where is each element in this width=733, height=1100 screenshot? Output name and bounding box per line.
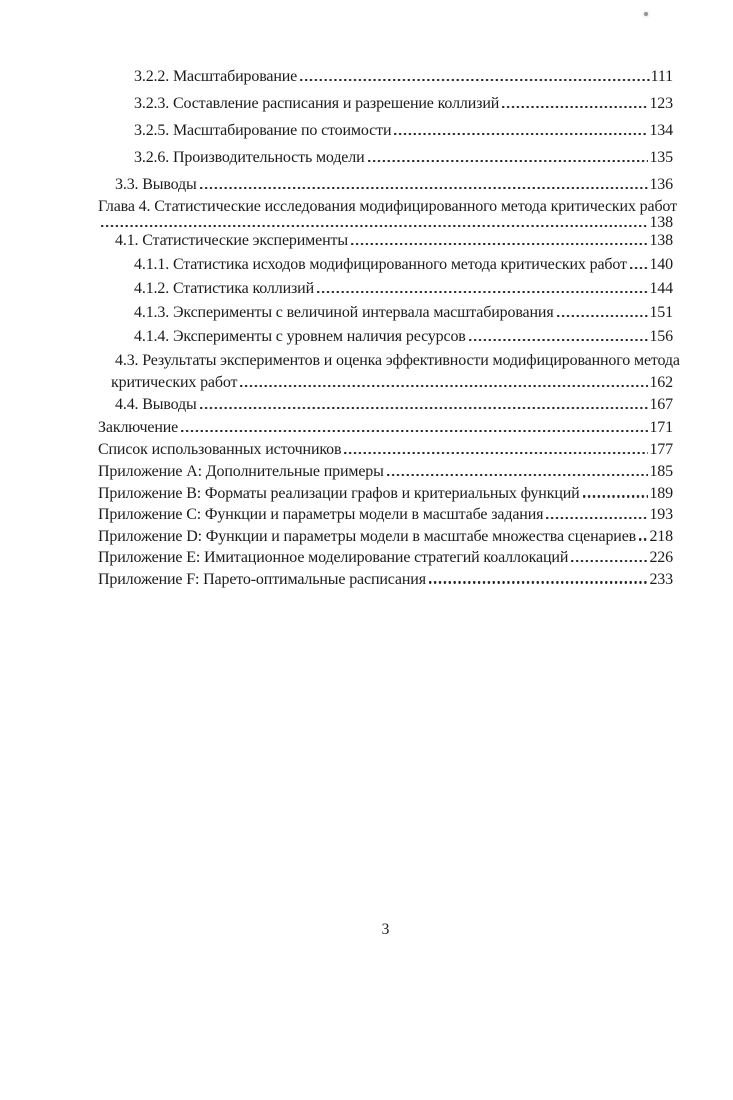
toc-entry-text: Приложение D: Функции и параметры модели в масштабе множества сценариев: [98, 527, 637, 545]
dot-leader: [394, 133, 648, 135]
dot-leader: [344, 452, 648, 454]
toc-line: [98, 117, 673, 144]
toc-line: [98, 547, 673, 569]
toc-entry-text: 3.2.6. Производительность модели: [134, 149, 365, 166]
toc-page-number: 136: [649, 176, 673, 193]
toc-entry-text: Глава 4. Статистические исследования модифицированного метода критических работ: [98, 198, 677, 215]
dot-leader: [546, 517, 648, 519]
dot-leader: [368, 160, 649, 162]
toc-page-number: 162: [649, 374, 673, 391]
toc-entry-text: 3.3. Выводы: [115, 176, 197, 193]
toc-line: [98, 483, 673, 505]
toc-line: [98, 171, 673, 198]
toc-line: [98, 301, 673, 325]
toc-page-number: 177: [649, 441, 673, 458]
toc-entry-text: Список использованных источников: [98, 441, 342, 458]
dot-leader: [181, 430, 648, 432]
toc-entry-text: Приложение A: Дополнительные примеры: [98, 463, 384, 480]
toc-page-number: 193: [649, 506, 673, 523]
toc-line: [98, 526, 673, 548]
dot-leader: [639, 538, 648, 540]
dot-leader: [429, 581, 649, 583]
dot-leader: [583, 495, 649, 497]
toc-line: [98, 144, 673, 171]
toc-line: [98, 349, 680, 373]
toc-entry-text: 4.1.1. Статистика исходов модифицированного метода критических работ: [134, 256, 627, 273]
table-of-contents: [98, 63, 680, 590]
toc-page-number: 134: [649, 122, 673, 139]
toc-page-number: 111: [650, 68, 673, 85]
scan-artifact-dot: [644, 12, 648, 16]
dot-leader: [101, 225, 648, 227]
toc-entry-text: Приложение B: Форматы реализации графов и критериальных функций: [98, 484, 580, 502]
dot-leader: [317, 291, 648, 293]
toc-line: [98, 63, 673, 90]
toc-page-number: 189: [649, 484, 673, 502]
dot-leader: [571, 560, 648, 562]
toc-page-number: 123: [649, 95, 673, 112]
toc-page-number: 144: [649, 280, 673, 297]
toc-page-number: 140: [649, 256, 673, 273]
dot-leader: [387, 474, 649, 476]
toc-page-number: 226: [649, 549, 673, 566]
toc-line: [98, 439, 673, 461]
toc-line: [98, 90, 673, 117]
toc-page-number: 138: [649, 214, 673, 231]
toc-entry-text: критических работ: [111, 374, 238, 391]
toc-line: [98, 325, 673, 349]
toc-line: [98, 277, 673, 301]
toc-entry-text: 4.1.3. Эксперименты с величиной интервала масштабирования: [134, 304, 554, 321]
dot-leader: [469, 339, 649, 341]
dot-leader: [502, 106, 648, 108]
toc-entry-text: 3.2.5. Масштабирование по стоимости: [134, 122, 392, 139]
toc-page-number: 156: [649, 328, 673, 345]
toc-line: [98, 393, 673, 416]
dot-leader: [200, 187, 649, 189]
toc-line: [98, 229, 673, 253]
toc-line: [98, 373, 673, 393]
toc-page-number: 218: [649, 527, 673, 545]
toc-line: [98, 504, 673, 526]
page-number: 3: [381, 921, 390, 938]
toc-entry-text: 4.1.2. Статистика коллизий: [134, 280, 315, 297]
toc-entry-text: Приложение C: Функции и параметры модели в масштабе задания: [98, 506, 544, 523]
toc-entry-text: Приложение E: Имитационное моделирование стратегий коаллокаций: [98, 549, 569, 566]
dot-leader: [240, 385, 648, 387]
toc-line: [98, 253, 673, 277]
dot-leader: [557, 315, 649, 317]
toc-line: [98, 461, 673, 483]
toc-line: [98, 198, 677, 216]
dot-leader: [630, 267, 649, 269]
toc-line: [98, 216, 673, 229]
toc-entry-text: 4.4. Выводы: [115, 396, 197, 413]
toc-entry-text: Заключение: [98, 419, 179, 436]
toc-page-number: 167: [649, 396, 673, 413]
toc-entry-text: 3.2.2. Масштабирование: [134, 68, 298, 85]
toc-entry-text: Приложение F: Парето-оптимальные расписания: [98, 570, 426, 588]
toc-entry-text: 3.2.3. Составление расписания и разрешение коллизий: [134, 95, 500, 112]
dot-leader: [351, 243, 649, 245]
toc-line: [98, 569, 673, 591]
toc-page-number: 171: [649, 419, 673, 436]
toc-page-number: 151: [649, 304, 673, 321]
toc-entry-text: 4.3. Результаты экспериментов и оценка эффективности модифицированного метода: [115, 352, 680, 369]
toc-page-number: 138: [649, 232, 673, 249]
toc-line: [98, 416, 673, 439]
toc-entry-text: 4.1.4. Эксперименты с уровнем наличия ресурсов: [134, 328, 466, 345]
toc-page-number: 185: [649, 463, 673, 480]
toc-page-number: 135: [649, 149, 673, 166]
toc-entry-text: 4.1. Статистические эксперименты: [115, 232, 348, 249]
dot-leader: [200, 407, 649, 409]
dot-leader: [300, 79, 650, 81]
toc-page-number: 233: [649, 570, 673, 588]
